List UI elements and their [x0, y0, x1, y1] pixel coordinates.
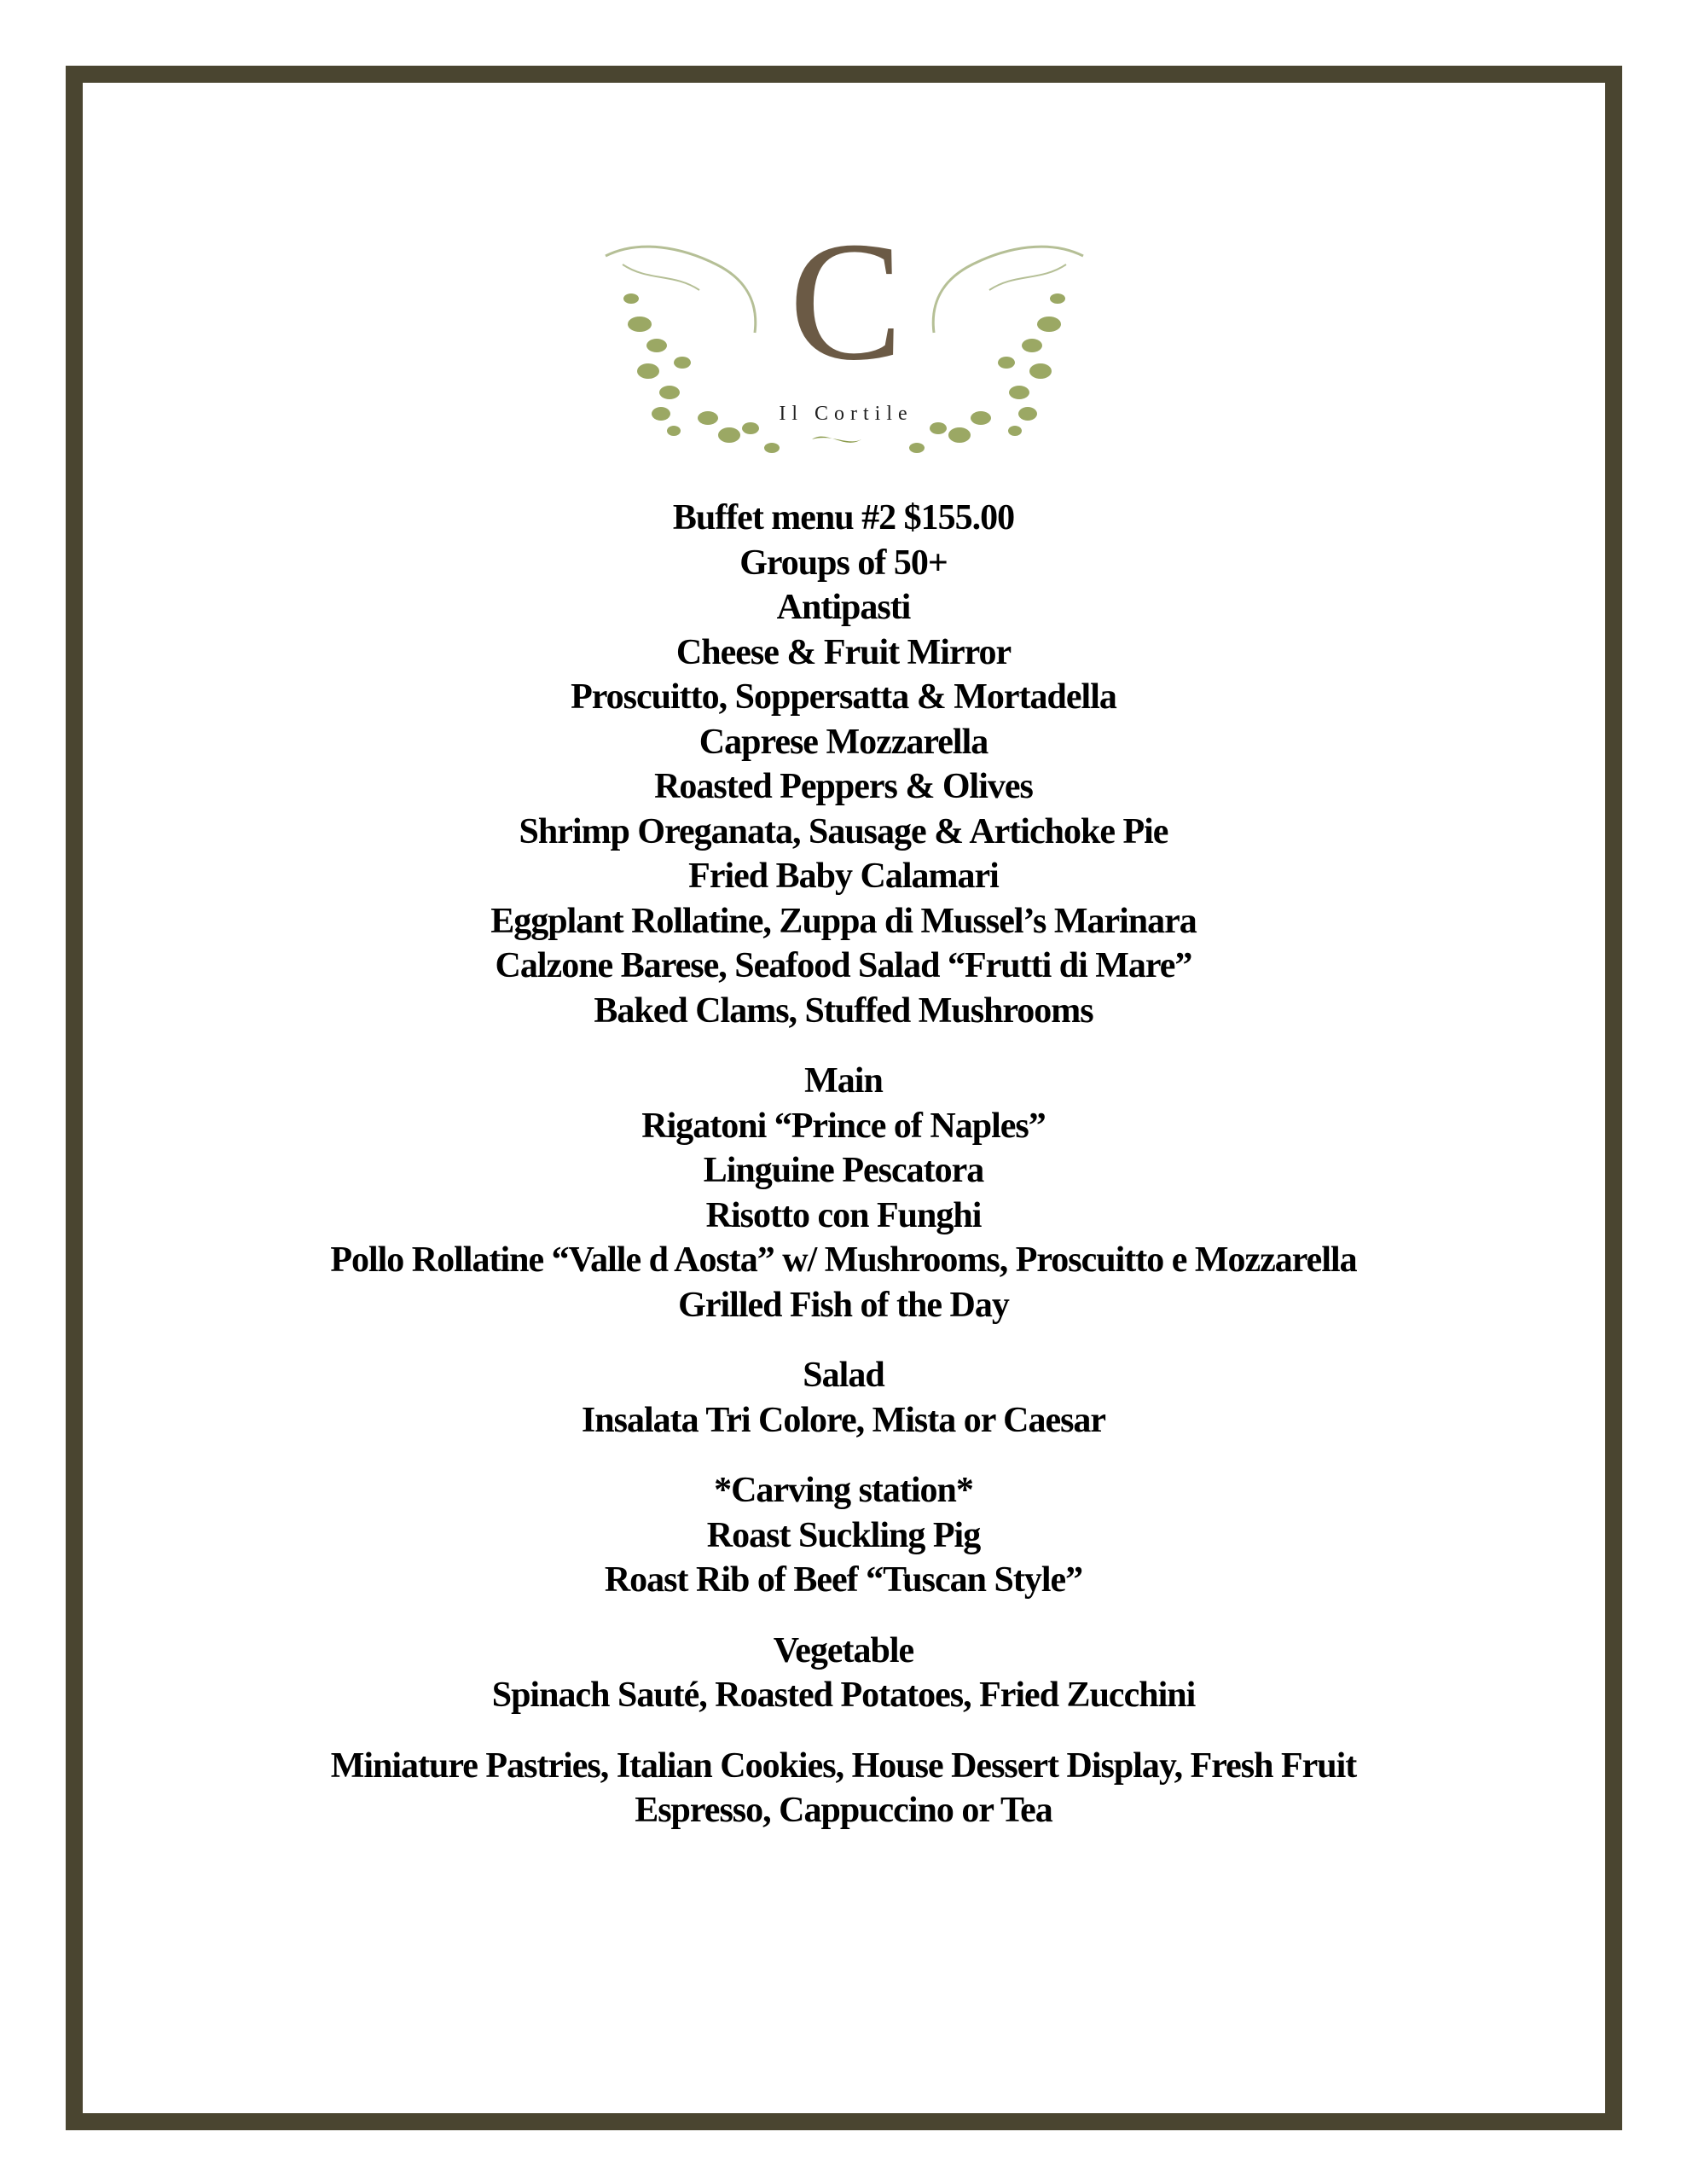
section-heading: Main — [804, 1061, 883, 1101]
logo-name: Il Cortile — [779, 403, 913, 425]
menu-section — [0, 585, 1687, 1033]
il-cortile-logo — [588, 205, 1100, 469]
menu-section — [0, 1468, 1687, 1603]
menu-title: Buffet menu #2 $155.00 — [672, 498, 1015, 537]
section-heading: *Carving station* — [714, 1471, 973, 1510]
menu-item: Cheese & Fruit Mirror — [675, 632, 1012, 672]
section-heading: Antipasti — [776, 588, 911, 627]
menu-item: Rigatoni “Prince of Naples” — [641, 1106, 1046, 1146]
menu-item: Proscuitto, Soppersatta & Mortadella — [571, 677, 1116, 717]
section-heading: Vegetable — [773, 1630, 914, 1670]
vine-ornament-right — [909, 247, 1083, 453]
menu-item: Fried Baby Calamari — [688, 857, 999, 896]
menu-item: Eggplant Rollatine, Zuppa di Mussel’s Marinara — [490, 901, 1197, 941]
section-heading: Salad — [803, 1356, 884, 1395]
menu-item: Shrimp Oreganata, Sausage & Artichoke Pie — [519, 811, 1168, 851]
menu-subtitle: Groups of 50+ — [739, 543, 948, 583]
menu-section — [0, 1629, 1687, 1718]
logo-letter: C — [789, 207, 903, 396]
menu-item: Caprese Mozzarella — [699, 722, 988, 762]
menu-item: Spinach Sauté, Roasted Potatoes, Fried Zucchini — [491, 1676, 1196, 1715]
menu-section — [0, 1353, 1687, 1443]
menu-item: Linguine Pescatora — [703, 1151, 984, 1190]
menu-item: Calzone Barese, Seafood Salad “Frutti di Mare” — [495, 946, 1192, 985]
menu-item: Baked Clams, Stuffed Mushrooms — [594, 990, 1093, 1031]
dessert-item: Espresso, Cappuccino or Tea — [635, 1791, 1052, 1830]
menu-item: Grilled Fish of the Day — [678, 1285, 1009, 1325]
flourish-icon — [812, 437, 861, 443]
menu-content — [0, 496, 1687, 1833]
menu-item: Insalata Tri Colore, Mista or Caesar — [581, 1400, 1106, 1440]
menu-item: Roast Suckling Pig — [706, 1515, 981, 1555]
vine-ornament-left — [606, 247, 780, 453]
dessert-item: Miniature Pastries, Italian Cookies, House Dessert Display, Fresh Fruit — [330, 1745, 1357, 1786]
menu-item: Pollo Rollatine “Valle d Aosta” w/ Mushrooms, Proscuitto e Mozzarella — [330, 1240, 1357, 1280]
menu-item: Roasted Peppers & Olives — [654, 767, 1033, 806]
menu-item: Roast Rib of Beef “Tuscan Style” — [604, 1560, 1083, 1600]
menu-item: Risotto con Funghi — [705, 1195, 982, 1235]
menu-section — [0, 1059, 1687, 1327]
menu-header — [0, 496, 1687, 585]
dessert-section — [0, 1744, 1687, 1833]
